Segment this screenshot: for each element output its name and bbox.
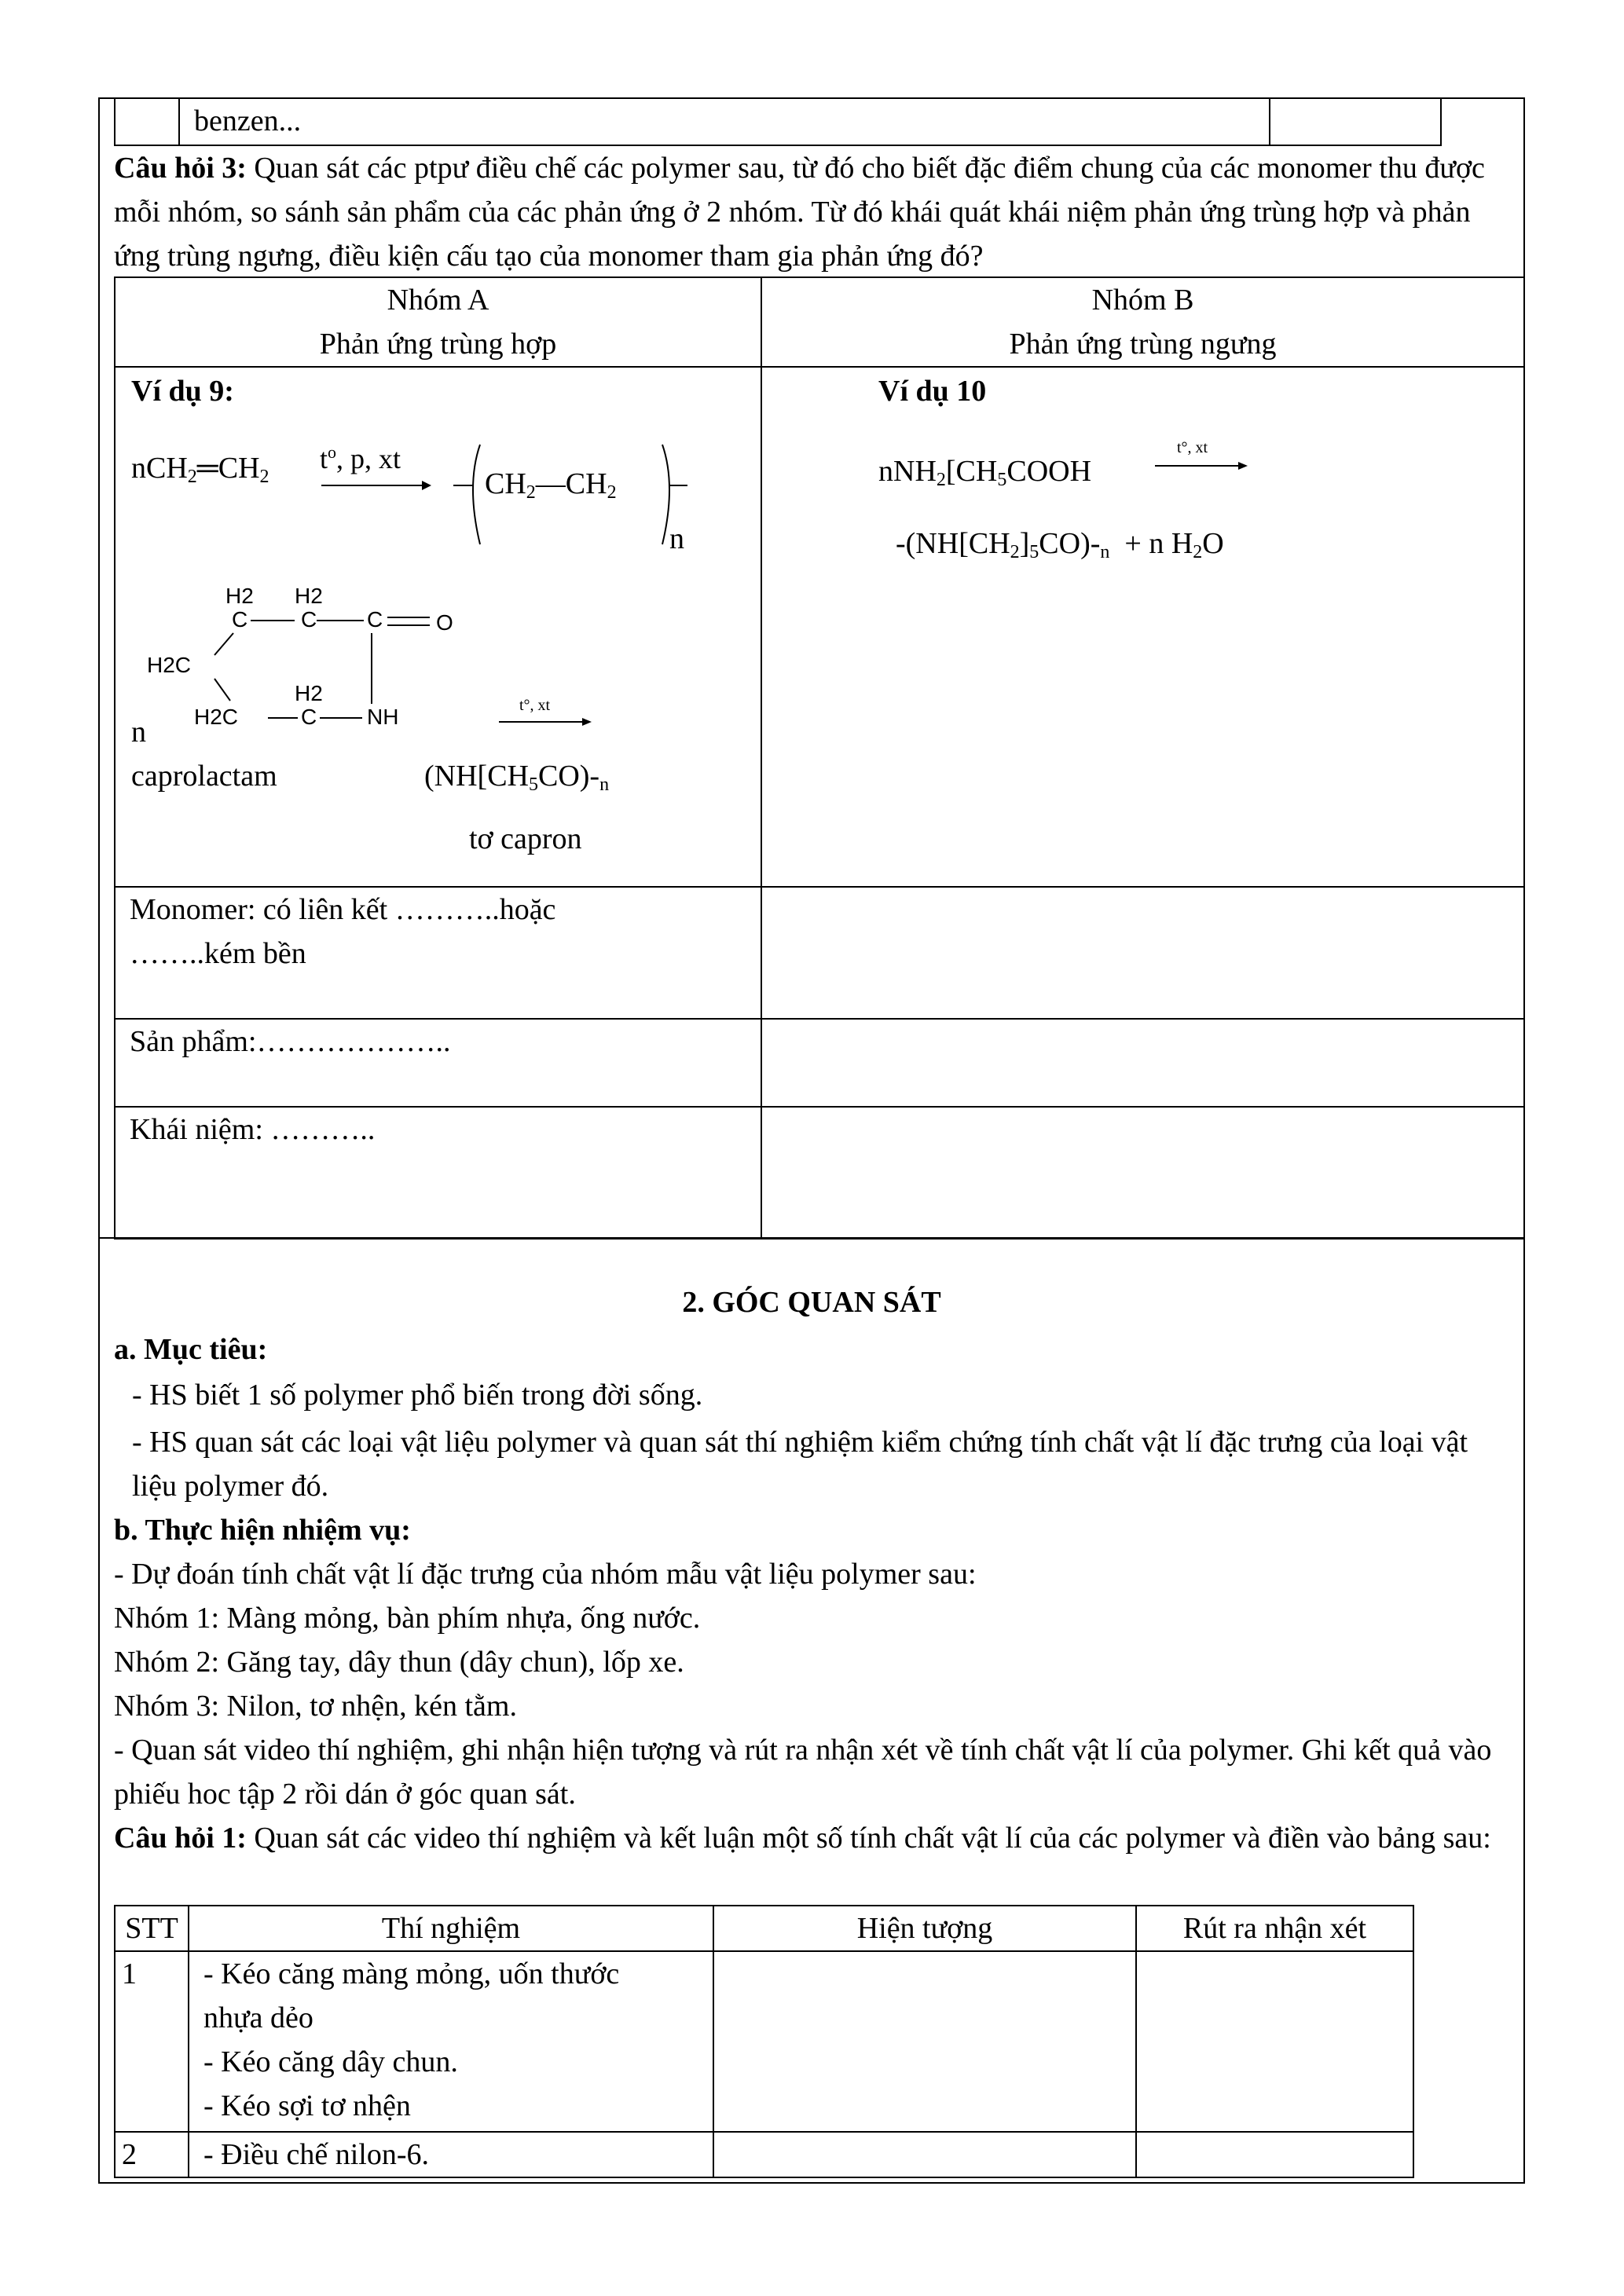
experiment-table [114,1905,1414,2178]
ring-c-a: C [232,607,248,632]
question-3-text: Quan sát các ptpư điều chế các polymer sau, từ đó cho biết đặc điểm chung của các monomer thu được mỗi nhóm, so sánh sản phẩm của các phản ứng ở 2 nhóm. Từ đó khái quát khái niệm phản ứng trùng hợp và phản ứng trùng ngưng, điều kiện cấu tạo của monomer tham gia phản ứng đó? [114,152,1485,273]
section-2-a-heading: a. Mục tiêu: [114,1333,268,1366]
q1-label: Câu hỏi 1: [114,1822,247,1855]
row1-line-3: - Kéo sợi tơ nhện [203,2089,411,2122]
section-2-b-line-4: Nhóm 3: Nilon, tơ nhện, kén tằm. [114,1690,517,1723]
row1-line-2: - Kéo căng dây chun. [203,2045,458,2078]
top-row-cell-empty-right [1270,98,1441,145]
prod-ch2-b: CH [565,467,607,500]
section-2-b-heading: b. Thực hiện nhiệm vụ: [114,1514,411,1547]
top-row-cell-empty [115,98,179,145]
ring-c-d: C [301,705,317,729]
capron-prefix: (NH[CH [424,760,529,793]
ring-bonds [163,603,445,737]
header-phenomenon: Hiện tượng [713,1906,1136,1951]
section-2-b-line-3: Nhóm 2: Găng tay, dây thun (dây chun), lốp xe. [114,1646,684,1679]
ex10-arrow [1155,460,1249,471]
cond-sup: o [328,442,337,462]
group-a-title: Nhóm A [387,284,489,317]
section-2-a-item-1: - HS biết 1 số polymer phổ biến trong đời sống. [132,1379,703,1412]
section-2-b-line-1: - Dự đoán tính chất vật lí đặc trưng của nhóm mẫu vật liệu polymer sau: [114,1558,977,1591]
ex10-prod-sub5: 5 [1029,542,1039,562]
caprolactam-name: caprolactam [131,760,277,793]
ex10-water: + n H [1124,527,1193,560]
section-2-title: 2. GÓC QUAN SÁT [682,1286,941,1319]
header-conclusion: Rút ra nhận xét [1136,1906,1413,1951]
section-2-b-line-2: Nhóm 1: Màng mỏng, bàn phím nhựa, ống nước. [114,1602,701,1635]
polymer-unit [485,462,617,506]
header-stt: STT [115,1906,189,1951]
product-row: Sản phẩm:……………….. [115,1019,761,1107]
section-2-b-line-5: - Quan sát video thí nghiệm, ghi nhận hiện tượng và rút ra nhận xét về tính chất vật lí của polymer. Ghi kết quả vào phiếu hoc tập 2 rồi dán ở góc quan sát. [114,1734,1492,1811]
top-row-text: benzen... [179,98,1270,145]
product-row-b [761,1019,1524,1107]
ring-h2-c: H2 [295,681,323,705]
example-9-cell [115,367,761,887]
monomer-text: Monomer: có liên kết ………..hoặc ……..kém bền [130,893,556,970]
ring-h2-a: H2 [225,584,254,608]
row1-phenomenon [713,1951,1136,2132]
row2-stt: 2 [115,2132,189,2177]
capron-suffix: CO)- [537,760,600,793]
ethylene-reactant [131,446,269,490]
reaction-arrow-2 [499,716,593,727]
ex10-cooh: COOH [1006,455,1092,488]
concept-row-b [761,1107,1524,1239]
ring-o: O [436,610,453,635]
reaction-table [114,276,1525,1240]
arrow-cond-9: t°, xt [519,697,551,714]
ex10-water-o: O [1202,527,1224,560]
condition-label [320,430,401,481]
ring-c-c: C [367,607,383,632]
question-3-label: Câu hỏi 3: [114,152,247,185]
ex10-water-sub: 2 [1193,542,1203,562]
sub-2a: 2 [187,467,197,487]
ex10-prod-sub2: 2 [1010,542,1020,562]
cond-t: t [320,443,328,474]
row2-conclusion [1136,2132,1413,2177]
sub-2b: 2 [259,467,269,487]
ex10-nnh: nNH [878,455,937,488]
cond-rest: , p, xt [336,443,401,474]
ex10-sub5: 5 [997,470,1007,490]
capron-formula [424,754,609,798]
monomer-row-b [761,887,1524,1019]
single-bond: — [535,467,566,500]
q1-text: Quan sát các video thí nghiệm và kết luận một số tính chất vật lí của các polymer và điền vào bảng sau: [246,1822,1491,1855]
question-3 [114,146,1512,278]
row1-conclusion [1136,1951,1413,2132]
ex10-prod-prefix: -(NH[CH [896,527,1010,560]
section-2-a-item-2: - HS quan sát các loại vật liệu polymer và quan sát thí nghiệm kiểm chứng tính chất vật lí đặc trưng của loại vật liệu polymer đó. [132,1426,1468,1503]
monomer-row [115,887,761,1019]
double-bond: ═ [196,452,218,485]
coef-n: n [131,452,146,485]
ring-c-b: C [301,607,317,632]
ex10-sub2: 2 [936,470,946,490]
example-9-label: Ví dụ 9: [131,375,234,408]
ring-h2c-top: H2C [147,653,192,677]
prod-sub-b: 2 [607,482,617,503]
example-10-label: Ví dụ 10 [878,375,987,408]
capron-sub5: 5 [528,774,538,795]
row1-stt: 1 [115,1951,189,2132]
capron-name: tơ capron [469,822,582,855]
ch2-a: CH [146,452,188,485]
ex10-arrow-cond: t°, xt [1177,439,1208,456]
ring-h2-b: H2 [295,584,323,608]
ex10-prod-suffix: CO)- [1039,527,1101,560]
ring-h2c-bottom: H2C [194,705,239,729]
row2-experiment: - Điều chế nilon-6. [189,2132,713,2177]
row1-line-1: - Kéo căng màng mỏng, uốn thước nhựa dẻo [203,1957,620,2034]
ch2-b: CH [218,452,260,485]
coef-n-caprolactam: n [131,716,146,749]
row1-experiment [189,1951,713,2132]
ex10-reactant [878,449,1091,493]
concept-row: Khái niệm: ……….. [115,1107,761,1239]
row2-phenomenon [713,2132,1136,2177]
group-a-header [115,277,761,367]
group-b-header [761,277,1524,367]
ex10-mid: [CH [945,455,998,488]
group-b-subtitle: Phản ứng trùng ngưng [1009,328,1277,361]
ex10-product: $-(NH[CH_2]_5CO)-_n + n$ $H_2O$ [896,527,1224,562]
example-10-cell [761,367,1524,887]
polymer-n: n [669,522,684,555]
reaction-arrow [321,478,431,493]
group-a-subtitle: Phản ứng trùng hợp [319,328,557,361]
prod-ch2-a: CH [485,467,526,500]
ex10-prod-n: n [1100,542,1110,562]
group-b-title: Nhóm B [1091,284,1194,317]
top-row-table [114,97,1442,146]
capron-n: n [599,774,610,795]
ring-nh: NH [367,705,399,729]
header-experiment: Thí nghiệm [189,1906,713,1951]
section-2-question-1 [114,1816,1512,1860]
prod-sub-a: 2 [526,482,536,503]
